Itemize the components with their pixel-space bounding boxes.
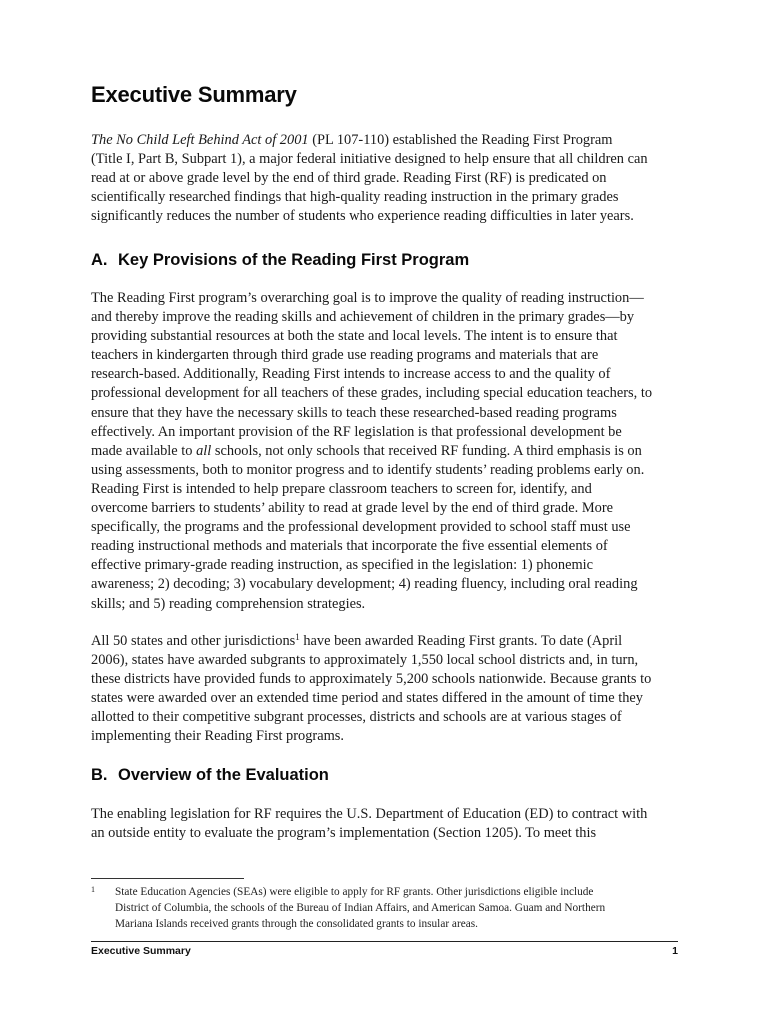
footnote-mark: 1 [91,885,95,894]
paragraph-line: research-based. Additionally, Reading First intends to increase access to and the quality of [91,366,611,383]
paragraph-line: effectively. An important provision of the RF legislation is that professional development be [91,423,622,440]
paragraph-line: All 50 states and other jurisdictions$^1$ have been awarded Reading First grants. To date (April [91,632,623,649]
paragraph-line: 2006), states have awarded subgrants to approximately 1,550 local school districts and, in turn, [91,652,639,669]
section-number: A. [91,251,108,269]
paragraph-line: reading instructional methods and materials that incorporate the five essential elements of [91,538,608,555]
paragraph-line: implementing their Reading First programs. [91,728,344,745]
section-number: B. [91,766,108,784]
paragraph-line: skills; and 5) reading comprehension strategies. [91,595,366,612]
footer-section-label: Executive Summary [91,945,191,957]
paragraph-line: and thereby improve the reading skills and achievement of children in the primary grades—by [91,309,635,326]
section-title: Key Provisions of the Reading First Program [118,251,470,269]
act-title: The No Child Left Behind Act of 2001 [91,132,309,148]
page-title: Executive Summary [91,82,297,107]
paragraph-line: effective primary-grade reading instruction, as specified in the legislation: 1) phonemic [91,557,594,574]
footnote-separator [91,878,244,879]
paragraph-line: The No Child Left Behind Act of 2001 (PL 107-110) established the Reading First Program [91,132,613,148]
paragraph-line: The Reading First program’s overarching goal is to improve the quality of reading instruction— [91,290,644,306]
paragraph-line: these districts have provided funds to approximately 5,200 schools nationwide. Because grants to [91,671,652,688]
paragraph-line: (Title I, Part B, Subpart 1), a major federal initiative designed to help ensure that all children can [91,151,648,168]
section-b-heading [91,766,329,785]
paragraph-line: professional development for all teachers of these grades, including special education teachers, to [91,385,653,402]
paragraph-line: providing substantial resources at both the state and local levels. The intent is to ensure that [91,328,618,345]
section-a-heading [91,251,469,270]
footnote-line: District of Columbia, the schools of the Bureau of Indian Affairs, and American Samoa. Guam and Northern [115,902,606,914]
paragraph-line: states were awarded over an extended time period and states differed in the amount of time they [91,690,643,707]
paragraph-line: allotted to their competitive subgrant processes, districts and schools are at various stages of [91,709,622,726]
intro-paragraph [91,131,691,226]
footer-divider [91,941,678,942]
paragraph-line: specifically, the programs and the professional development provided to school staff must use [91,519,631,536]
footnote-line: Mariana Islands received grants through the consolidated grants to insular areas. [115,918,478,930]
paragraph-line: significantly reduces the number of students who experience reading difficulties in later years. [91,208,634,225]
section-a-paragraph-1 [91,289,691,614]
paragraph-line: teachers in kindergarten through third grade use reading programs and materials that are [91,347,599,364]
page-number: 1 [672,945,678,957]
paragraph-line: The enabling legislation for RF requires the U.S. Department of Education (ED) to contract with [91,806,648,822]
paragraph-line: overcome barriers to students’ ability to read at grade level by the end of third grade. More [91,500,614,517]
section-title: Overview of the Evaluation [118,766,329,784]
footnote-reference[interactable]: 1 [295,632,300,642]
paragraph-line: made available to all schools, not only schools that received RF funding. A third emphasis is on [91,442,642,459]
footnote [91,884,691,932]
paragraph-line: scientifically researched findings that high-quality reading instruction in the primary grades [91,189,619,206]
paragraph-line: awareness; 2) decoding; 3) vocabulary development; 4) reading fluency, including oral reading [91,576,638,593]
paragraph-line: ensure that they have the necessary skills to teach these researched-based reading programs [91,404,617,421]
paragraph-line: Reading First is intended to help prepare classroom teachers to screen for, identify, and [91,480,592,497]
paragraph-line: an outside entity to evaluate the program’s implementation (Section 1205). To meet this [91,825,597,842]
section-a-paragraph-2 [91,632,691,747]
footnote-body [115,884,691,932]
emphasis-all: all [196,442,212,459]
paragraph-line: read at or above grade level by the end of third grade. Reading First (RF) is predicated on [91,170,607,187]
section-b-paragraph [91,805,691,843]
paragraph-line: using assessments, both to monitor progress and to identify students’ reading problems early on. [91,461,645,478]
footnote-line: State Education Agencies (SEAs) were eligible to apply for RF grants. Other jurisdictions eligible include [115,886,594,898]
